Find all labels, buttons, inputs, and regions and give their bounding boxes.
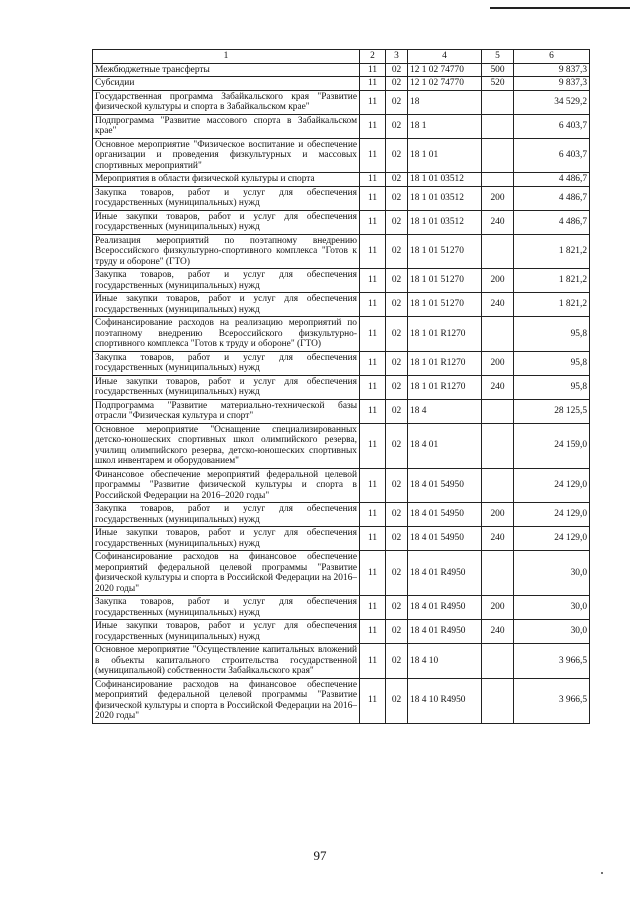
row-target-code: 18 1 01 51270	[408, 234, 482, 269]
row-expense-type: 200	[482, 596, 514, 620]
row-amount: 24 129,0	[514, 468, 590, 503]
row-target-code: 18 4 10 R4950	[408, 678, 482, 723]
row-target-code: 18 4 01 R4950	[408, 596, 482, 620]
row-amount: 3 966,5	[514, 644, 590, 679]
row-target-code: 18 1 01 51270	[408, 293, 482, 317]
table-row	[93, 468, 590, 503]
row-target-code: 18 4 10	[408, 644, 482, 679]
row-target-code: 12 1 02 74770	[408, 63, 482, 77]
row-subsection: 02	[386, 90, 408, 114]
row-expense-type: 500	[482, 63, 514, 77]
table-row	[93, 423, 590, 468]
row-amount: 1 821,2	[514, 234, 590, 269]
table-row	[93, 210, 590, 234]
row-expense-type: 240	[482, 293, 514, 317]
row-subsection: 02	[386, 468, 408, 503]
row-section: 11	[360, 375, 386, 399]
row-name: Иные закупки товаров, работ и услуг для обеспечения государственных (муниципальных) нужд	[93, 375, 360, 399]
row-subsection: 02	[386, 114, 408, 138]
table-row	[93, 138, 590, 173]
table-row	[93, 63, 590, 77]
row-subsection: 02	[386, 503, 408, 527]
row-amount: 34 529,2	[514, 90, 590, 114]
row-name: Подпрограмма "Развитие материально-технической базы отрасли "Физическая культура и спорт"	[93, 399, 360, 423]
row-name: Софинансирование расходов на финансовое обеспечение мероприятий федеральной целевой программы "Развитие физической культуры и спорта в Российской Федерации на 2016–2020 годы"	[93, 551, 360, 596]
row-subsection: 02	[386, 173, 408, 187]
row-subsection: 02	[386, 375, 408, 399]
row-expense-type	[482, 423, 514, 468]
row-target-code: 18	[408, 90, 482, 114]
table-row	[93, 678, 590, 723]
row-target-code: 18 1 01 03512	[408, 186, 482, 210]
table-row	[93, 503, 590, 527]
row-amount: 1 821,2	[514, 269, 590, 293]
row-name: Основное мероприятие "Осуществление капитальных вложений в объекты капитального строительства государственной (муниципальной) собственности Забайкальского края"	[93, 644, 360, 679]
row-subsection: 02	[386, 620, 408, 644]
header-cell-4: 4	[408, 50, 482, 64]
row-subsection: 02	[386, 644, 408, 679]
row-section: 11	[360, 90, 386, 114]
row-target-code: 18 4 01 R4950	[408, 620, 482, 644]
row-name: Межбюджетные трансферты	[93, 63, 360, 77]
row-amount: 95,8	[514, 375, 590, 399]
row-section: 11	[360, 234, 386, 269]
row-name: Иные закупки товаров, работ и услуг для обеспечения государственных (муниципальных) нужд	[93, 293, 360, 317]
row-subsection: 02	[386, 210, 408, 234]
row-target-code: 18 4 01 54950	[408, 503, 482, 527]
row-target-code: 18 1 01 03512	[408, 173, 482, 187]
row-expense-type: 240	[482, 375, 514, 399]
row-amount: 95,8	[514, 351, 590, 375]
row-section: 11	[360, 114, 386, 138]
table-row	[93, 293, 590, 317]
row-name: Закупка товаров, работ и услуг для обеспечения государственных (муниципальных) нужд	[93, 351, 360, 375]
header-cell-5: 5	[482, 50, 514, 64]
row-name: Реализация мероприятий по поэтапному внедрению Всероссийского физкультурно-спортивного комплекса "Готов к труду и обороне" (ГТО)	[93, 234, 360, 269]
table-row	[93, 173, 590, 187]
row-expense-type	[482, 90, 514, 114]
table-row	[93, 351, 590, 375]
row-subsection: 02	[386, 269, 408, 293]
row-target-code: 18 4 01 54950	[408, 468, 482, 503]
row-target-code: 18 1 01 R1270	[408, 351, 482, 375]
row-target-code: 18 4 01 54950	[408, 527, 482, 551]
row-target-code: 18 1 01 R1270	[408, 317, 482, 352]
row-subsection: 02	[386, 423, 408, 468]
row-expense-type: 240	[482, 210, 514, 234]
row-section: 11	[360, 317, 386, 352]
row-subsection: 02	[386, 596, 408, 620]
row-name: Основное мероприятие "Физическое воспитание и обеспечение организации и проведения физкультурных и массовых спортивных мероприятий"	[93, 138, 360, 173]
row-section: 11	[360, 503, 386, 527]
row-amount: 6 403,7	[514, 114, 590, 138]
row-section: 11	[360, 351, 386, 375]
row-expense-type	[482, 678, 514, 723]
row-expense-type	[482, 114, 514, 138]
row-amount: 4 486,7	[514, 173, 590, 187]
table-row	[93, 596, 590, 620]
row-expense-type: 200	[482, 269, 514, 293]
row-subsection: 02	[386, 186, 408, 210]
row-amount: 28 125,5	[514, 399, 590, 423]
row-amount: 24 129,0	[514, 527, 590, 551]
scan-speck	[601, 872, 603, 874]
table-row	[93, 551, 590, 596]
row-section: 11	[360, 620, 386, 644]
row-name: Софинансирование расходов на реализацию мероприятий по поэтапному внедрению Всероссийского физкультурно-спортивного комплекса "Готов к труду и обороне" (ГТО)	[93, 317, 360, 352]
row-name: Закупка товаров, работ и услуг для обеспечения государственных (муниципальных) нужд	[93, 596, 360, 620]
row-name: Субсидии	[93, 77, 360, 91]
row-section: 11	[360, 644, 386, 679]
row-name: Мероприятия в области физической культуры и спорта	[93, 173, 360, 187]
row-section: 11	[360, 173, 386, 187]
header-cell-3: 3	[386, 50, 408, 64]
row-subsection: 02	[386, 77, 408, 91]
row-section: 11	[360, 468, 386, 503]
table-body	[93, 63, 590, 723]
row-section: 11	[360, 138, 386, 173]
table-row	[93, 399, 590, 423]
row-amount: 6 403,7	[514, 138, 590, 173]
row-expense-type: 200	[482, 351, 514, 375]
row-section: 11	[360, 527, 386, 551]
table-row	[93, 375, 590, 399]
row-name: Закупка товаров, работ и услуг для обеспечения государственных (муниципальных) нужд	[93, 269, 360, 293]
table-row	[93, 644, 590, 679]
row-expense-type: 520	[482, 77, 514, 91]
row-subsection: 02	[386, 351, 408, 375]
table-row	[93, 234, 590, 269]
row-section: 11	[360, 210, 386, 234]
row-section: 11	[360, 399, 386, 423]
row-section: 11	[360, 596, 386, 620]
row-section: 11	[360, 423, 386, 468]
row-target-code: 18 1 01 51270	[408, 269, 482, 293]
row-target-code: 18 4	[408, 399, 482, 423]
row-amount: 4 486,7	[514, 186, 590, 210]
row-expense-type: 240	[482, 527, 514, 551]
row-expense-type	[482, 399, 514, 423]
row-subsection: 02	[386, 317, 408, 352]
row-amount: 4 486,7	[514, 210, 590, 234]
page-number: 97	[313, 848, 327, 863]
row-expense-type	[482, 551, 514, 596]
row-amount: 9 837,3	[514, 77, 590, 91]
row-target-code: 18 1	[408, 114, 482, 138]
header-cell-1: 1	[93, 50, 360, 64]
table-row	[93, 90, 590, 114]
top-rule	[490, 7, 630, 9]
table-row	[93, 527, 590, 551]
table-row	[93, 114, 590, 138]
row-target-code: 18 4 01	[408, 423, 482, 468]
table-row	[93, 620, 590, 644]
row-name: Закупка товаров, работ и услуг для обеспечения государственных (муниципальных) нужд	[93, 503, 360, 527]
row-amount: 30,0	[514, 551, 590, 596]
row-name: Иные закупки товаров, работ и услуг для обеспечения государственных (муниципальных) нужд	[93, 210, 360, 234]
row-target-code: 18 4 01 R4950	[408, 551, 482, 596]
header-cell-6: 6	[514, 50, 590, 64]
row-name: Финансовое обеспечение мероприятий федеральной целевой программы "Развитие физической культуры и спорта в Российской Федерации на 2016–2020 годы"	[93, 468, 360, 503]
row-amount: 95,8	[514, 317, 590, 352]
row-expense-type	[482, 317, 514, 352]
row-amount: 24 159,0	[514, 423, 590, 468]
row-name: Основное мероприятие "Оснащение специализированных детско-юношеских спортивных школ олимпийского резерва, училищ олимпийского резерва, детско-юношеских спортивных школ инвентарем и оборудованием"	[93, 423, 360, 468]
row-target-code: 18 1 01	[408, 138, 482, 173]
row-target-code: 18 1 01 R1270	[408, 375, 482, 399]
row-name: Софинансирование расходов на финансовое обеспечение мероприятий федеральной целевой программы "Развитие физической культуры и спорта в Российской Федерации на 2016–2020 годы"	[93, 678, 360, 723]
table-row	[93, 77, 590, 91]
row-target-code: 12 1 02 74770	[408, 77, 482, 91]
row-expense-type: 200	[482, 186, 514, 210]
row-section: 11	[360, 551, 386, 596]
row-section: 11	[360, 269, 386, 293]
row-section: 11	[360, 293, 386, 317]
row-amount: 30,0	[514, 620, 590, 644]
row-expense-type	[482, 468, 514, 503]
table-row	[93, 317, 590, 352]
table-row	[93, 186, 590, 210]
row-expense-type	[482, 644, 514, 679]
row-name: Закупка товаров, работ и услуг для обеспечения государственных (муниципальных) нужд	[93, 186, 360, 210]
row-name: Иные закупки товаров, работ и услуг для обеспечения государственных (муниципальных) нужд	[93, 527, 360, 551]
row-subsection: 02	[386, 678, 408, 723]
row-subsection: 02	[386, 551, 408, 596]
row-expense-type: 200	[482, 503, 514, 527]
header-cell-2: 2	[360, 50, 386, 64]
row-expense-type	[482, 173, 514, 187]
row-subsection: 02	[386, 63, 408, 77]
row-name: Подпрограмма "Развитие массового спорта в Забайкальском крае"	[93, 114, 360, 138]
row-name: Государственная программа Забайкальского края "Развитие физической культуры и спорта в Забайкальском крае"	[93, 90, 360, 114]
row-subsection: 02	[386, 138, 408, 173]
header-row	[93, 50, 590, 64]
row-subsection: 02	[386, 399, 408, 423]
row-name: Иные закупки товаров, работ и услуг для обеспечения государственных (муниципальных) нужд	[93, 620, 360, 644]
row-section: 11	[360, 186, 386, 210]
row-expense-type	[482, 138, 514, 173]
row-expense-type: 240	[482, 620, 514, 644]
row-expense-type	[482, 234, 514, 269]
table-row	[93, 269, 590, 293]
row-amount: 24 129,0	[514, 503, 590, 527]
row-amount: 30,0	[514, 596, 590, 620]
row-section: 11	[360, 63, 386, 77]
row-section: 11	[360, 77, 386, 91]
row-target-code: 18 1 01 03512	[408, 210, 482, 234]
row-amount: 3 966,5	[514, 678, 590, 723]
budget-table	[92, 49, 590, 724]
row-subsection: 02	[386, 293, 408, 317]
row-amount: 1 821,2	[514, 293, 590, 317]
row-section: 11	[360, 678, 386, 723]
row-subsection: 02	[386, 527, 408, 551]
row-subsection: 02	[386, 234, 408, 269]
row-amount: 9 837,3	[514, 63, 590, 77]
